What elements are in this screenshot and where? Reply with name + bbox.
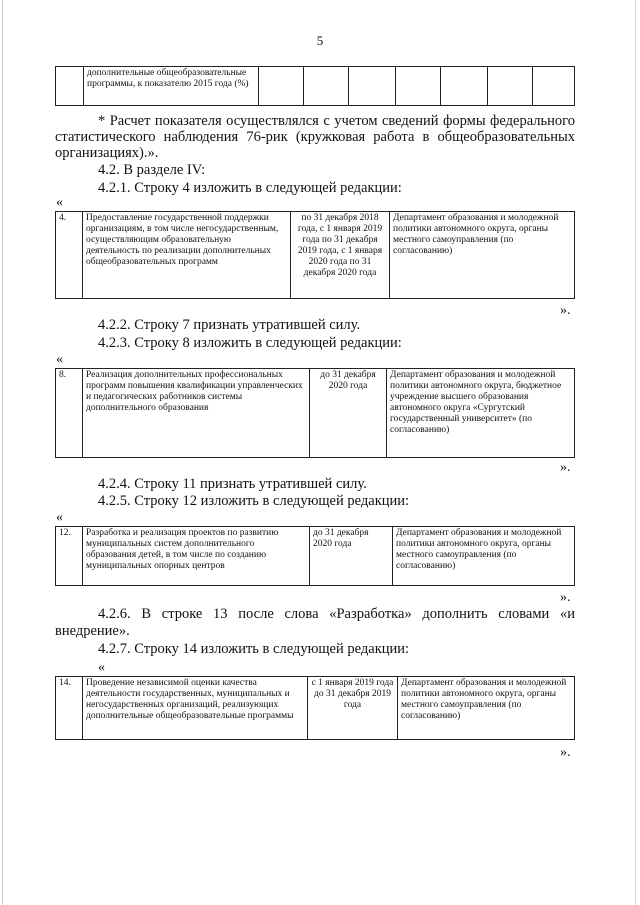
table-cell [533, 67, 575, 106]
row-term: с 1 января 2019 года до 31 декабря 2019 года [308, 677, 398, 740]
row-responsible: Департамент образования и молодежной политики автономного округа, органы местного самоуправления (по согласованию) [398, 677, 575, 740]
table-cell [56, 67, 84, 106]
table-cell [488, 67, 533, 106]
row-text: Предоставление государственной поддержки организациям, в том числе негосударственным, осуществляющим образовательную деятельность по реализации дополнительных общеобразовательных программ [83, 212, 291, 299]
item-4-2-3: 4.2.3. Строку 8 изложить в следующей редакции: [98, 335, 402, 351]
table-cell [396, 67, 441, 106]
table-cell [259, 67, 304, 106]
item-4-2-2: 4.2.2. Строку 7 признать утратившей силу. [98, 317, 361, 333]
row-text: Разработка и реализация проектов по развитию муниципальных систем дополнительного образования детей, в том числе по созданию муниципальных опорных центров [83, 527, 310, 586]
table-row [56, 677, 575, 740]
row-number: 8. [56, 369, 83, 458]
row-8-table [55, 368, 575, 458]
item-4-2-6-line-2: внедрение». [55, 623, 130, 639]
footnote-line-2: статистического наблюдения 76-рик (кружковая работа в общеобразовательных [55, 129, 575, 145]
row-term: по 31 декабря 2018 года, с 1 января 2019 года по 31 декабря 2019 года, с 1 января 2020 года по 31 декабря 2020 года [291, 212, 390, 299]
open-quote: « [56, 195, 63, 210]
footnote-line-3: организациях).». [55, 145, 159, 161]
close-quote: ». [560, 745, 571, 760]
table-row [56, 212, 575, 299]
item-4-2-1: 4.2.1. Строку 4 изложить в следующей редакции: [98, 180, 402, 196]
close-quote: ». [560, 303, 571, 318]
row-number: 14. [56, 677, 83, 740]
item-4-2-6-line-1: 4.2.6. В строке 13 после слова «Разработка» дополнить словами «и [98, 606, 575, 622]
row-text: Проведение независимой оценки качества деятельности государственных, муниципальных и негосударственных организаций, реализующих дополнительные общеобразовательные программы [83, 677, 308, 740]
row-12-table [55, 526, 575, 586]
row-responsible: Департамент образования и молодежной политики автономного округа, органы местного самоуправления (по согласованию) [390, 212, 575, 299]
close-quote: ». [560, 590, 571, 605]
row-responsible: Департамент образования и молодежной политики автономного округа, бюджетное учреждение высшего образования автономного округа «Сургутский государственный университет» (по согласованию) [387, 369, 575, 458]
item-4-2-5: 4.2.5. Строку 12 изложить в следующей редакции: [98, 493, 410, 509]
row-term: до 31 декабря 2020 года [310, 527, 393, 586]
row-responsible: Департамент образования и молодежной политики автономного округа, органы местного самоуправления (по согласованию) [393, 527, 575, 586]
open-quote: « [56, 510, 63, 525]
table-row [56, 527, 575, 586]
table-cell [349, 67, 396, 106]
table-cell-label: дополнительные общеобразовательные программы, к показателю 2015 года (%) [84, 67, 259, 106]
item-4-2-4: 4.2.4. Строку 11 признать утратившей силу. [98, 476, 367, 492]
scan-edge-right [635, 0, 636, 905]
row-term: до 31 декабря 2020 года [310, 369, 387, 458]
row-number: 4. [56, 212, 83, 299]
section-heading: 4.2. В разделе IV: [98, 162, 206, 178]
table-cell [441, 67, 488, 106]
row-4-table [55, 211, 575, 299]
top-table [55, 66, 575, 106]
table-row [56, 67, 575, 106]
table-cell [304, 67, 349, 106]
open-quote: « [56, 352, 63, 367]
item-4-2-7: 4.2.7. Строку 14 изложить в следующей редакции: [98, 641, 410, 657]
table-row [56, 369, 575, 458]
row-number: 12. [56, 527, 83, 586]
scan-edge-left [2, 0, 3, 905]
footnote-line-1: * Расчет показателя осуществлялся с учетом сведений формы федерального [98, 113, 575, 129]
close-quote: ». [560, 460, 571, 475]
row-text: Реализация дополнительных профессиональных программ повышения квалификации управленческих и педагогических работников системы дополнительного образования [83, 369, 310, 458]
row-14-table [55, 676, 575, 740]
open-quote: « [98, 660, 105, 675]
page-number: 5 [316, 33, 324, 48]
